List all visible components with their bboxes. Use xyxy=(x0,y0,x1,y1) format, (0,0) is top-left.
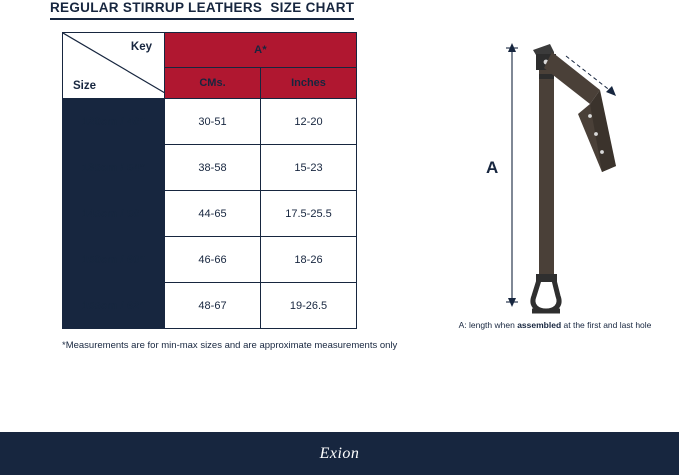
cell-size: 145cm / 58" xyxy=(63,191,165,237)
page-title: REGULAR STIRRUP LEATHERS SIZE CHART xyxy=(50,0,354,20)
table-row xyxy=(63,237,357,283)
size-chart-table xyxy=(62,32,357,329)
footer-bar xyxy=(0,432,679,475)
cell-cms: 48-67 xyxy=(165,283,261,329)
diagram-measure-label: A xyxy=(486,158,499,177)
cell-inches: 12-20 xyxy=(261,99,357,145)
cell-cms: 44-65 xyxy=(165,191,261,237)
header-corner-cell xyxy=(63,33,165,99)
cell-inches: 18-26 xyxy=(261,237,357,283)
table-header-row-1 xyxy=(63,33,357,68)
diagram-caption-prefix: A: length when xyxy=(458,320,518,330)
table-row xyxy=(63,145,357,191)
cell-size: 155cm / 62" xyxy=(63,283,165,329)
size-chart-table-container xyxy=(62,32,357,329)
brand-logo: Exion xyxy=(319,444,360,462)
cell-inches: 15-23 xyxy=(261,145,357,191)
group-header-a: A* xyxy=(165,33,357,68)
table-row xyxy=(63,283,357,329)
table-body xyxy=(63,99,357,329)
diagram-caption-suffix: at the first and last hole xyxy=(561,320,652,330)
cell-inches: 17.5-25.5 xyxy=(261,191,357,237)
key-label: Key xyxy=(130,41,152,53)
diagram-caption-bold: assembled xyxy=(517,320,562,330)
cell-size: 135cm / 54” xyxy=(63,145,165,191)
table-row xyxy=(63,191,357,237)
table-header xyxy=(63,33,357,99)
stirrup-leather-diagram xyxy=(440,30,660,320)
column-header-cms: CMs. xyxy=(165,68,261,99)
cell-cms: 46-66 xyxy=(165,237,261,283)
cell-size: 120cm / 48" xyxy=(63,99,165,145)
size-label: Size xyxy=(73,80,97,92)
diagram-caption xyxy=(430,320,679,330)
cell-cms: 38-58 xyxy=(165,145,261,191)
measurements-footnote: *Measurements are for min-max sizes and are approximate measurements only xyxy=(62,340,398,351)
column-header-inches: Inches xyxy=(261,68,357,99)
table-row xyxy=(63,99,357,145)
cell-size: 150cm / 60" xyxy=(63,237,165,283)
cell-inches: 19-26.5 xyxy=(261,283,357,329)
cell-cms: 30-51 xyxy=(165,99,261,145)
